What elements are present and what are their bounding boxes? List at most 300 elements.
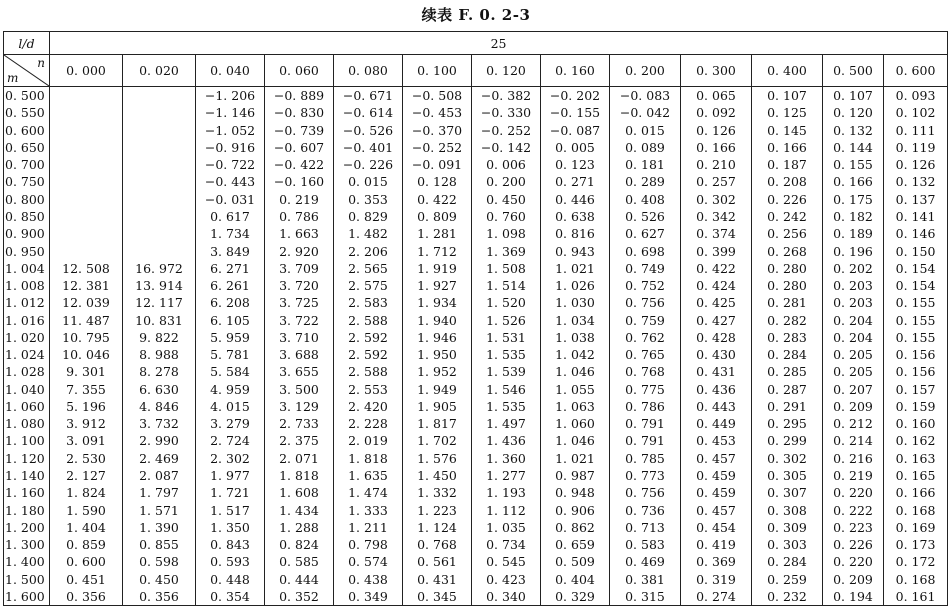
table-cell: 0. 156: [884, 363, 948, 380]
table-cell: 1. 350: [196, 519, 265, 536]
table-cell: 1. 497: [472, 415, 541, 432]
table-cell: 2. 375: [265, 432, 334, 449]
table-row: [4, 260, 948, 277]
table-cell: 1. 952: [403, 363, 472, 380]
table-cell: 0. 422: [681, 260, 752, 277]
table-cell: 0. 457: [681, 501, 752, 518]
table-cell: 0. 446: [541, 191, 610, 208]
table-cell: 12. 117: [123, 294, 196, 311]
table-cell: 3. 720: [265, 277, 334, 294]
table-cell: 0. 773: [610, 467, 681, 484]
table-cell: 1. 663: [265, 225, 334, 242]
table-cell: 1. 817: [403, 415, 472, 432]
table-cell: 0. 422: [403, 191, 472, 208]
table-cell: 3. 129: [265, 398, 334, 415]
table-cell: 0. 169: [884, 519, 948, 536]
table-cell: −0. 443: [196, 173, 265, 190]
table-cell: 0. 204: [823, 329, 884, 346]
table-cell: −0. 142: [472, 139, 541, 156]
table-row: [4, 432, 948, 449]
table-cell: 0. 146: [884, 225, 948, 242]
m-value-cell: 1. 060: [4, 398, 50, 415]
table-cell: 0. 459: [681, 467, 752, 484]
table-cell: 0. 289: [610, 173, 681, 190]
table-cell: 1. 927: [403, 277, 472, 294]
table-cell: 0. 449: [681, 415, 752, 432]
table-cell: 1. 369: [472, 242, 541, 259]
table-cell: 1. 288: [265, 519, 334, 536]
table-cell: 0. 189: [823, 225, 884, 242]
table-cell: −1. 052: [196, 122, 265, 139]
table-cell: 0. 107: [752, 87, 823, 105]
n-header-cell: 0. 300: [681, 55, 752, 87]
table-body: [4, 87, 948, 606]
table-row: [4, 450, 948, 467]
table-cell: 0. 585: [265, 553, 334, 570]
table-cell: 1. 390: [123, 519, 196, 536]
table-cell: 3. 912: [50, 415, 123, 432]
table-cell: 1. 482: [334, 225, 403, 242]
m-value-cell: 0. 900: [4, 225, 50, 242]
table-cell: 0. 157: [884, 381, 948, 398]
header-row-n: [4, 55, 948, 87]
table-cell: 1. 030: [541, 294, 610, 311]
table-cell: −0. 087: [541, 122, 610, 139]
table-cell: 1. 950: [403, 346, 472, 363]
n-header-cell: 0. 500: [823, 55, 884, 87]
table-cell: 1. 635: [334, 467, 403, 484]
table-cell: 0. 509: [541, 553, 610, 570]
table-cell: [123, 242, 196, 259]
table-cell: 0. 759: [610, 311, 681, 328]
table-cell: −0. 614: [334, 104, 403, 121]
n-header-cell: 0. 040: [196, 55, 265, 87]
m-value-cell: 0. 500: [4, 87, 50, 105]
table-cell: 0. 798: [334, 536, 403, 553]
table-cell: 0. 638: [541, 208, 610, 225]
table-cell: 0. 210: [681, 156, 752, 173]
table-cell: 0. 132: [884, 173, 948, 190]
table-cell: 0. 352: [265, 588, 334, 606]
m-value-cell: 1. 180: [4, 501, 50, 518]
table-cell: 0. 166: [752, 139, 823, 156]
table-cell: 0. 598: [123, 553, 196, 570]
table-cell: 0. 154: [884, 277, 948, 294]
table-cell: 0. 155: [884, 329, 948, 346]
table-row: [4, 381, 948, 398]
table-cell: 0. 862: [541, 519, 610, 536]
table-cell: 0. 736: [610, 501, 681, 518]
table-row: [4, 467, 948, 484]
table-container: [3, 31, 947, 606]
m-value-cell: 1. 400: [4, 553, 50, 570]
table-cell: [123, 225, 196, 242]
table-cell: 0. 159: [884, 398, 948, 415]
table-cell: [50, 191, 123, 208]
table-cell: 0. 168: [884, 501, 948, 518]
table-cell: 0. 450: [123, 570, 196, 587]
table-cell: −0. 091: [403, 156, 472, 173]
table-cell: 1. 112: [472, 501, 541, 518]
table-cell: 0. 309: [752, 519, 823, 536]
table-row: [4, 311, 948, 328]
table-cell: 1. 035: [472, 519, 541, 536]
table-cell: 0. 356: [50, 588, 123, 606]
table-cell: 3. 710: [265, 329, 334, 346]
table-cell: 0. 342: [681, 208, 752, 225]
m-value-cell: 1. 020: [4, 329, 50, 346]
table-cell: −0. 671: [334, 87, 403, 105]
table-cell: −0. 453: [403, 104, 472, 121]
m-value-cell: 0. 600: [4, 122, 50, 139]
table-cell: 2. 228: [334, 415, 403, 432]
table-cell: 0. 175: [823, 191, 884, 208]
table-cell: 0. 220: [823, 553, 884, 570]
table-cell: 4. 846: [123, 398, 196, 415]
table-cell: −0. 226: [334, 156, 403, 173]
table-cell: 0. 119: [884, 139, 948, 156]
table-row: [4, 139, 948, 156]
table-cell: 0. 444: [265, 570, 334, 587]
n-header-cell: 0. 080: [334, 55, 403, 87]
m-value-cell: 1. 140: [4, 467, 50, 484]
table-cell: 0. 187: [752, 156, 823, 173]
table-cell: 3. 279: [196, 415, 265, 432]
table-cell: 0. 829: [334, 208, 403, 225]
table-cell: 0. 145: [752, 122, 823, 139]
table-cell: 0. 353: [334, 191, 403, 208]
table-cell: [123, 139, 196, 156]
table-cell: 0. 222: [823, 501, 884, 518]
table-cell: 0. 141: [884, 208, 948, 225]
table-cell: 8. 278: [123, 363, 196, 380]
table-cell: 1. 797: [123, 484, 196, 501]
table-cell: 2. 990: [123, 432, 196, 449]
table-cell: 2. 087: [123, 467, 196, 484]
table-cell: 0. 906: [541, 501, 610, 518]
table-cell: 0. 092: [681, 104, 752, 121]
table-cell: 1. 514: [472, 277, 541, 294]
table-cell: 0. 284: [752, 553, 823, 570]
table-cell: 0. 408: [610, 191, 681, 208]
table-cell: 1. 934: [403, 294, 472, 311]
table-cell: 6. 105: [196, 311, 265, 328]
table-cell: 0. 132: [823, 122, 884, 139]
table-cell: 0. 469: [610, 553, 681, 570]
table-cell: −0. 508: [403, 87, 472, 105]
table-cell: 0. 166: [681, 139, 752, 156]
table-cell: [50, 225, 123, 242]
table-cell: 0. 659: [541, 536, 610, 553]
table-row: [4, 588, 948, 606]
table-cell: 2. 565: [334, 260, 403, 277]
table-cell: 0. 600: [50, 553, 123, 570]
table-cell: 0. 209: [823, 570, 884, 587]
table-cell: −0. 330: [472, 104, 541, 121]
table-cell: 1. 404: [50, 519, 123, 536]
table-cell: −0. 526: [334, 122, 403, 139]
table-cell: 0. 768: [403, 536, 472, 553]
table-cell: 0. 200: [472, 173, 541, 190]
table-cell: 0. 166: [823, 173, 884, 190]
table-cell: 1. 211: [334, 519, 403, 536]
table-cell: 0. 859: [50, 536, 123, 553]
table-cell: 1. 590: [50, 501, 123, 518]
table-cell: 3. 091: [50, 432, 123, 449]
table-row: [4, 536, 948, 553]
n-header-cell: 0. 600: [884, 55, 948, 87]
table-cell: 0. 005: [541, 139, 610, 156]
table-cell: 0. 369: [681, 553, 752, 570]
table-cell: 0. 315: [610, 588, 681, 606]
table-cell: 16. 972: [123, 260, 196, 277]
table-cell: 0. 760: [472, 208, 541, 225]
table-cell: 0. 137: [884, 191, 948, 208]
table-cell: [123, 87, 196, 105]
table-cell: 1. 531: [472, 329, 541, 346]
table-cell: 1. 332: [403, 484, 472, 501]
m-value-cell: 1. 300: [4, 536, 50, 553]
table-cell: 0. 438: [334, 570, 403, 587]
table-cell: 0. 207: [823, 381, 884, 398]
table-cell: 0. 065: [681, 87, 752, 105]
table-cell: 3. 709: [265, 260, 334, 277]
table-cell: 12. 508: [50, 260, 123, 277]
table-cell: 1. 949: [403, 381, 472, 398]
table-cell: 5. 959: [196, 329, 265, 346]
table-cell: 3. 688: [265, 346, 334, 363]
n-header-cell: 0. 400: [752, 55, 823, 87]
table-cell: 1. 038: [541, 329, 610, 346]
table-cell: 0. 194: [823, 588, 884, 606]
table-cell: 0. 453: [681, 432, 752, 449]
table-row: [4, 242, 948, 259]
table-cell: 1. 063: [541, 398, 610, 415]
table-cell: 0. 283: [752, 329, 823, 346]
table-cell: 0. 448: [196, 570, 265, 587]
table-cell: 0. 182: [823, 208, 884, 225]
m-value-cell: 1. 600: [4, 588, 50, 606]
table-cell: −0. 252: [472, 122, 541, 139]
table-row: [4, 484, 948, 501]
table-cell: 1. 546: [472, 381, 541, 398]
table-cell: 0. 824: [265, 536, 334, 553]
table-cell: 2. 583: [334, 294, 403, 311]
table-cell: 1. 818: [265, 467, 334, 484]
table-cell: 0. 307: [752, 484, 823, 501]
table-row: [4, 570, 948, 587]
table-cell: 0. 168: [884, 570, 948, 587]
table-cell: 0. 593: [196, 553, 265, 570]
table-cell: 1. 098: [472, 225, 541, 242]
m-value-cell: 0. 650: [4, 139, 50, 156]
table-cell: 0. 144: [823, 139, 884, 156]
table-cell: 0. 208: [752, 173, 823, 190]
table-cell: 0. 381: [610, 570, 681, 587]
table-cell: 0. 015: [334, 173, 403, 190]
m-value-cell: 0. 750: [4, 173, 50, 190]
table-cell: 1. 434: [265, 501, 334, 518]
table-cell: −0. 083: [610, 87, 681, 105]
table-cell: 0. 216: [823, 450, 884, 467]
table-cell: 0. 791: [610, 415, 681, 432]
table-cell: 0. 160: [884, 415, 948, 432]
table-cell: [123, 191, 196, 208]
table-cell: −0. 370: [403, 122, 472, 139]
table-cell: 2. 592: [334, 329, 403, 346]
table-cell: 0. 443: [681, 398, 752, 415]
table-cell: 1. 223: [403, 501, 472, 518]
table-cell: −0. 916: [196, 139, 265, 156]
table-cell: 1. 450: [403, 467, 472, 484]
table-cell: 0. 155: [884, 294, 948, 311]
table-cell: 4. 959: [196, 381, 265, 398]
m-value-cell: 1. 080: [4, 415, 50, 432]
table-row: [4, 87, 948, 105]
table-row: [4, 294, 948, 311]
table-cell: 0. 150: [884, 242, 948, 259]
table-cell: 0. 166: [884, 484, 948, 501]
table-cell: 0. 762: [610, 329, 681, 346]
table-cell: 0. 165: [884, 467, 948, 484]
table-cell: 1. 360: [472, 450, 541, 467]
table-cell: 0. 232: [752, 588, 823, 606]
table-cell: 1. 526: [472, 311, 541, 328]
m-value-cell: 0. 800: [4, 191, 50, 208]
table-cell: −0. 607: [265, 139, 334, 156]
table-cell: 10. 831: [123, 311, 196, 328]
table-cell: 1. 946: [403, 329, 472, 346]
table-cell: 7. 355: [50, 381, 123, 398]
table-cell: 0. 285: [752, 363, 823, 380]
table-cell: 1. 712: [403, 242, 472, 259]
table-cell: 0. 454: [681, 519, 752, 536]
table-cell: 5. 196: [50, 398, 123, 415]
table-cell: 2. 588: [334, 363, 403, 380]
table-cell: 0. 226: [752, 191, 823, 208]
table-cell: 3. 732: [123, 415, 196, 432]
header-row-ld: [4, 32, 948, 55]
table-cell: 0. 786: [265, 208, 334, 225]
table-cell: 0. 855: [123, 536, 196, 553]
m-value-cell: 1. 040: [4, 381, 50, 398]
n-header-cell: 0. 000: [50, 55, 123, 87]
table-cell: 0. 526: [610, 208, 681, 225]
table-cell: 2. 724: [196, 432, 265, 449]
table-cell: [123, 208, 196, 225]
table-cell: [123, 122, 196, 139]
m-value-cell: 1. 008: [4, 277, 50, 294]
table-cell: 2. 553: [334, 381, 403, 398]
table-cell: 2. 592: [334, 346, 403, 363]
table-cell: 1. 124: [403, 519, 472, 536]
table-cell: 2. 206: [334, 242, 403, 259]
table-cell: 2. 530: [50, 450, 123, 467]
table-cell: [123, 104, 196, 121]
table-cell: −0. 160: [265, 173, 334, 190]
table-cell: 0. 431: [403, 570, 472, 587]
table-row: [4, 122, 948, 139]
m-value-cell: 1. 500: [4, 570, 50, 587]
table-cell: 0. 203: [823, 277, 884, 294]
table-cell: 0. 545: [472, 553, 541, 570]
table-cell: 1. 818: [334, 450, 403, 467]
table-cell: 0. 173: [884, 536, 948, 553]
table-cell: 0. 749: [610, 260, 681, 277]
table-cell: 2. 469: [123, 450, 196, 467]
table-cell: 4. 015: [196, 398, 265, 415]
n-header-cell: 0. 160: [541, 55, 610, 87]
table-cell: 1. 824: [50, 484, 123, 501]
table-cell: 0. 427: [681, 311, 752, 328]
table-cell: 8. 988: [123, 346, 196, 363]
table-cell: 0. 349: [334, 588, 403, 606]
table-cell: 0. 282: [752, 311, 823, 328]
table-cell: 0. 220: [823, 484, 884, 501]
table-cell: 0. 295: [752, 415, 823, 432]
table-cell: −0. 155: [541, 104, 610, 121]
table-cell: 1. 436: [472, 432, 541, 449]
table-cell: 0. 425: [681, 294, 752, 311]
table-cell: 1. 046: [541, 432, 610, 449]
table-cell: [50, 242, 123, 259]
table-cell: −0. 401: [334, 139, 403, 156]
table-cell: 1. 055: [541, 381, 610, 398]
table-cell: 0. 280: [752, 260, 823, 277]
table-cell: 2. 588: [334, 311, 403, 328]
table-cell: 1. 919: [403, 260, 472, 277]
table-cell: 0. 204: [823, 311, 884, 328]
table-cell: −0. 830: [265, 104, 334, 121]
m-label: m: [7, 71, 19, 85]
table-cell: 3. 655: [265, 363, 334, 380]
table-cell: 0. 156: [884, 346, 948, 363]
table-cell: 0. 302: [752, 450, 823, 467]
table-cell: 0. 203: [823, 294, 884, 311]
table-cell: 11. 487: [50, 311, 123, 328]
table-cell: −0. 739: [265, 122, 334, 139]
table-cell: 0. 284: [752, 346, 823, 363]
m-value-cell: 1. 016: [4, 311, 50, 328]
table-cell: −0. 422: [265, 156, 334, 173]
table-cell: 0. 205: [823, 346, 884, 363]
table-cell: 0. 428: [681, 329, 752, 346]
table-cell: 0. 816: [541, 225, 610, 242]
table-cell: 0. 268: [752, 242, 823, 259]
table-cell: −0. 382: [472, 87, 541, 105]
table-cell: 2. 420: [334, 398, 403, 415]
table-cell: 0. 226: [823, 536, 884, 553]
table-cell: 0. 102: [884, 104, 948, 121]
table-cell: 0. 202: [823, 260, 884, 277]
table-cell: 0. 765: [610, 346, 681, 363]
table-cell: 2. 019: [334, 432, 403, 449]
table-cell: 0. 093: [884, 87, 948, 105]
table-cell: [50, 208, 123, 225]
table-cell: 10. 046: [50, 346, 123, 363]
m-value-cell: 1. 028: [4, 363, 50, 380]
table-cell: 0. 734: [472, 536, 541, 553]
table-cell: [50, 104, 123, 121]
table-cell: 6. 630: [123, 381, 196, 398]
table-row: [4, 329, 948, 346]
table-cell: 1. 520: [472, 294, 541, 311]
table-cell: 5. 781: [196, 346, 265, 363]
table-cell: 0. 354: [196, 588, 265, 606]
table-cell: 0. 172: [884, 553, 948, 570]
table-row: [4, 104, 948, 121]
m-value-cell: 0. 950: [4, 242, 50, 259]
